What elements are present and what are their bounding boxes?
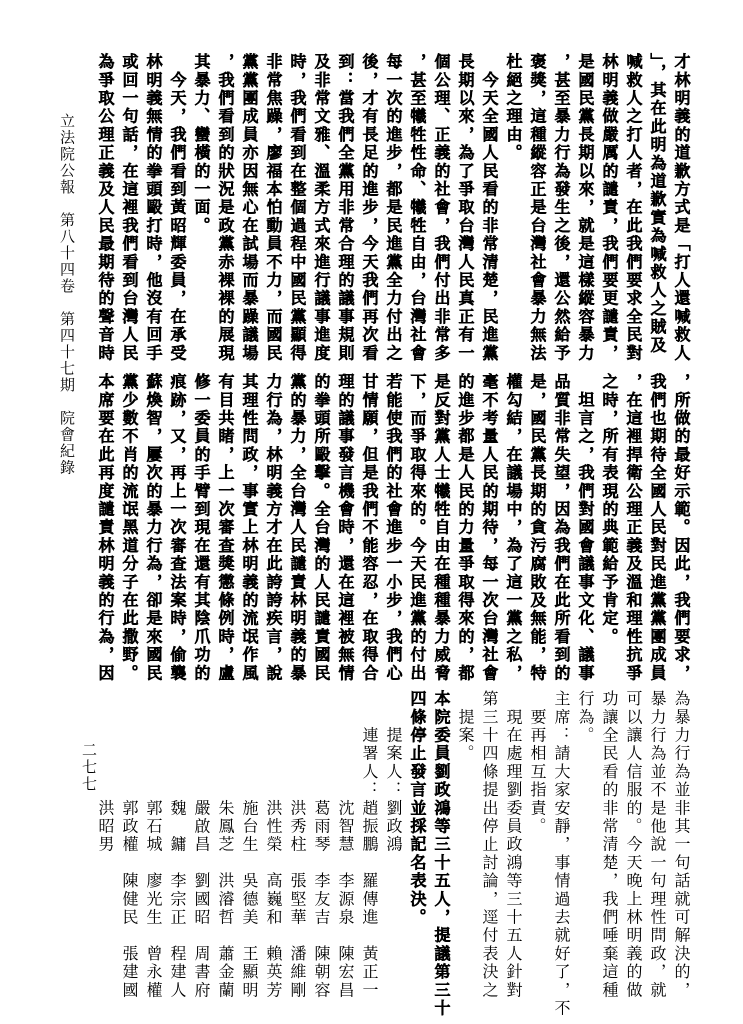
text-column: 黨的暴力，全台灣人民譴責林明義的暴 (288, 373, 307, 683)
text-column: 連署人：趙振鵬 羅傳進 黃正一 (360, 690, 379, 1000)
text-column: 其暴力、蠻橫的一面。 (192, 53, 211, 235)
text-column: 及非常文雅、溫柔方式來進行議事進度 (312, 53, 331, 363)
text-column: 的拳頭所毆擊。全台灣的人民譴責國民 (312, 373, 331, 683)
text-column: 後，才有長足的進步，今天我們再次看 (360, 53, 379, 363)
text-band-bottom (93, 690, 693, 1018)
text-column: 暴力行為並不是他說一句理性問政，就 (648, 690, 667, 1000)
page-number: 二七七 (80, 742, 98, 793)
text-column: 本席要在此再度譴責林明義的行為，因 (96, 373, 115, 683)
text-column: 品質非常失望，因為我們在此所看到的 (552, 373, 571, 683)
text-column: 今天全國人民看的非常清楚，民進黨 (480, 53, 499, 363)
text-column: 提案。 (456, 690, 475, 763)
text-column: 今天，我們看到黃昭輝委員，在承受 (168, 53, 187, 363)
text-column: 喊救人之打人者，在此我們要求全民對 (624, 53, 643, 363)
text-column: 我們也期待全國人民對民進黨黨團成員 (648, 373, 667, 683)
text-column: 甘情願，但是我們不能容忍，在取得合 (360, 373, 379, 683)
text-band-top (93, 53, 693, 375)
text-column: 郭石城 廖光生 曾永權 (144, 690, 163, 1000)
text-column: 黨黨團成員亦因無心在試場而暴躁議場 (240, 53, 259, 363)
text-column: 黨少數不肖的流氓黑道分子在此撒野。 (120, 373, 139, 683)
text-column: 嚴啟昌 劉國昭 周書府 (192, 690, 211, 1000)
text-column: 的進步都是人民的力量爭取得來的，都 (456, 373, 475, 683)
text-column: 提案人：劉政鴻 (384, 690, 403, 854)
text-column: 本院委員劉政鴻等三十五人，提議第三十 (432, 690, 451, 1018)
text-column: 權勾結，在議場中，為了這一黨之私， (504, 373, 523, 683)
text-column: 坦言之，我們對國會議事文化、議事 (576, 373, 595, 683)
text-column: 魏 鏞 李宗正 程建人 (168, 690, 187, 1000)
text-column: 洪秀柱 張堅華 潘維剛 (288, 690, 307, 1000)
text-column: ，甚至犧牲性命、犧牲自由，台灣社會 (408, 53, 427, 363)
text-column: ，我們看到的狀況是政黨赤裸裸的展現 (216, 53, 235, 363)
text-column: 長期以來，為了爭取台灣人民真正有一 (456, 53, 475, 363)
text-column: ，所做的最好示範。因此，我們要求， (672, 373, 691, 683)
text-column: 第三十四條提出停止討論，逕付表決之 (480, 690, 499, 1000)
text-column: 林明義無情的拳頭毆打時，他沒有回手 (144, 53, 163, 363)
text-column: 要再相互指責。 (528, 690, 547, 836)
text-column: 可以讓人信服的。今天晚上林明義的做 (624, 690, 643, 1000)
text-column: 葛雨琴 李友吉 陳朝容 (312, 690, 331, 1000)
text-column: 褒獎，這種縱容正是台灣社會暴力無法 (528, 53, 547, 363)
text-column: 洪昭男 (96, 690, 115, 854)
text-column: 郭政權 陳健民 張建國 (120, 690, 139, 1000)
text-column: 杜絕之理由。 (504, 53, 523, 163)
text-column: 有目共睹，上一次審查獎懲條例時，盧 (216, 373, 235, 683)
text-column: 下，而爭取得來的。今天民進黨的付出 (408, 373, 427, 683)
text-column: 為暴力行為並非其一句話就可解決的， (672, 690, 691, 1000)
text-column: 其理性問政，事實上林明義的流氓作風 (240, 373, 259, 683)
text-column: 行為。 (576, 690, 595, 745)
text-column: 之時，所有表現的典範給予肯定。 (600, 373, 619, 646)
text-column: 若能使我們的社會進步一小步，我們心 (384, 373, 403, 683)
text-column: 沈智慧 李源泉 陳宏昌 (336, 690, 355, 1000)
text-column: 是國民黨長期以來，就是這樣縱容暴力 (576, 53, 595, 363)
text-column: ，在這裡捍衛公理正義及溫和理性抗爭 (624, 373, 643, 683)
text-column: 是反對黨人士犧牲自由在種種暴力威脅 (432, 373, 451, 683)
text-column: 理的議事發言機會時，還在這裡被無情 (336, 373, 355, 683)
text-column: 每一次的進步，都是民進黨全力付出之 (384, 53, 403, 363)
text-column: 施台生 吳德美 王顯明 (240, 690, 259, 1000)
text-column: 才林明義的道歉方式是「打人還喊救人 (672, 53, 691, 363)
text-column: 為爭取公理正義及人民最期待的聲音時 (96, 53, 115, 363)
text-column: 非常焦躁，廖福本怕動員不力，而國民 (264, 53, 283, 363)
text-column: 朱鳳芝 洪濬哲 蕭金蘭 (216, 690, 235, 1000)
text-column: 到：當我們全黨用非常合理的議事規則 (336, 53, 355, 363)
text-column: 主席：請大家安靜，事情過去就好了，不 (552, 690, 571, 1018)
text-column: 是，國民黨長期的貪污腐敗及無能，特 (528, 373, 547, 683)
text-column: 或回一句話，在這裡我們看到台灣人民 (120, 53, 139, 363)
text-column: 個公理、正義的社會，我們付出非常多 (432, 53, 451, 363)
text-column: 洪性榮 高巍和 賴英芳 (264, 690, 283, 1000)
text-column: 林明義做嚴厲的譴責，我們要更譴責， (600, 53, 619, 363)
text-column: 四條停止發言並採記名表決。 (408, 690, 427, 927)
text-column: 毫不考量人民的期待，每一次台灣社會 (480, 373, 499, 683)
text-column: 」，其在此明為道歉實為喊救人之賊及 (648, 53, 667, 355)
text-column: 現在處理劉委員政鴻等三十五人針對 (504, 690, 523, 1000)
text-column: 蘇煥智，屢次的暴力行為，卻是來國民 (144, 373, 163, 683)
text-column: 時，我們看到在整個過程中國民黨顯得 (288, 53, 307, 363)
text-column: 力行為，林明義方才在此誇誇疾言，說 (264, 373, 283, 683)
text-band-middle (93, 373, 693, 695)
gazette-header-column: 立法院公報 第八十四卷 第四十七期 院會紀錄 (58, 113, 76, 476)
text-column: 修一委員的手臂到現在還有其陰爪功的 (192, 373, 211, 683)
text-column: 功讓全民看的非常清楚，我們唾棄這種 (600, 690, 619, 1000)
text-column: 痕跡，又，再上一次審查法案時，偷襲 (168, 373, 187, 683)
text-column: ，甚至暴力行為發生之後，還公然給予 (552, 53, 571, 363)
